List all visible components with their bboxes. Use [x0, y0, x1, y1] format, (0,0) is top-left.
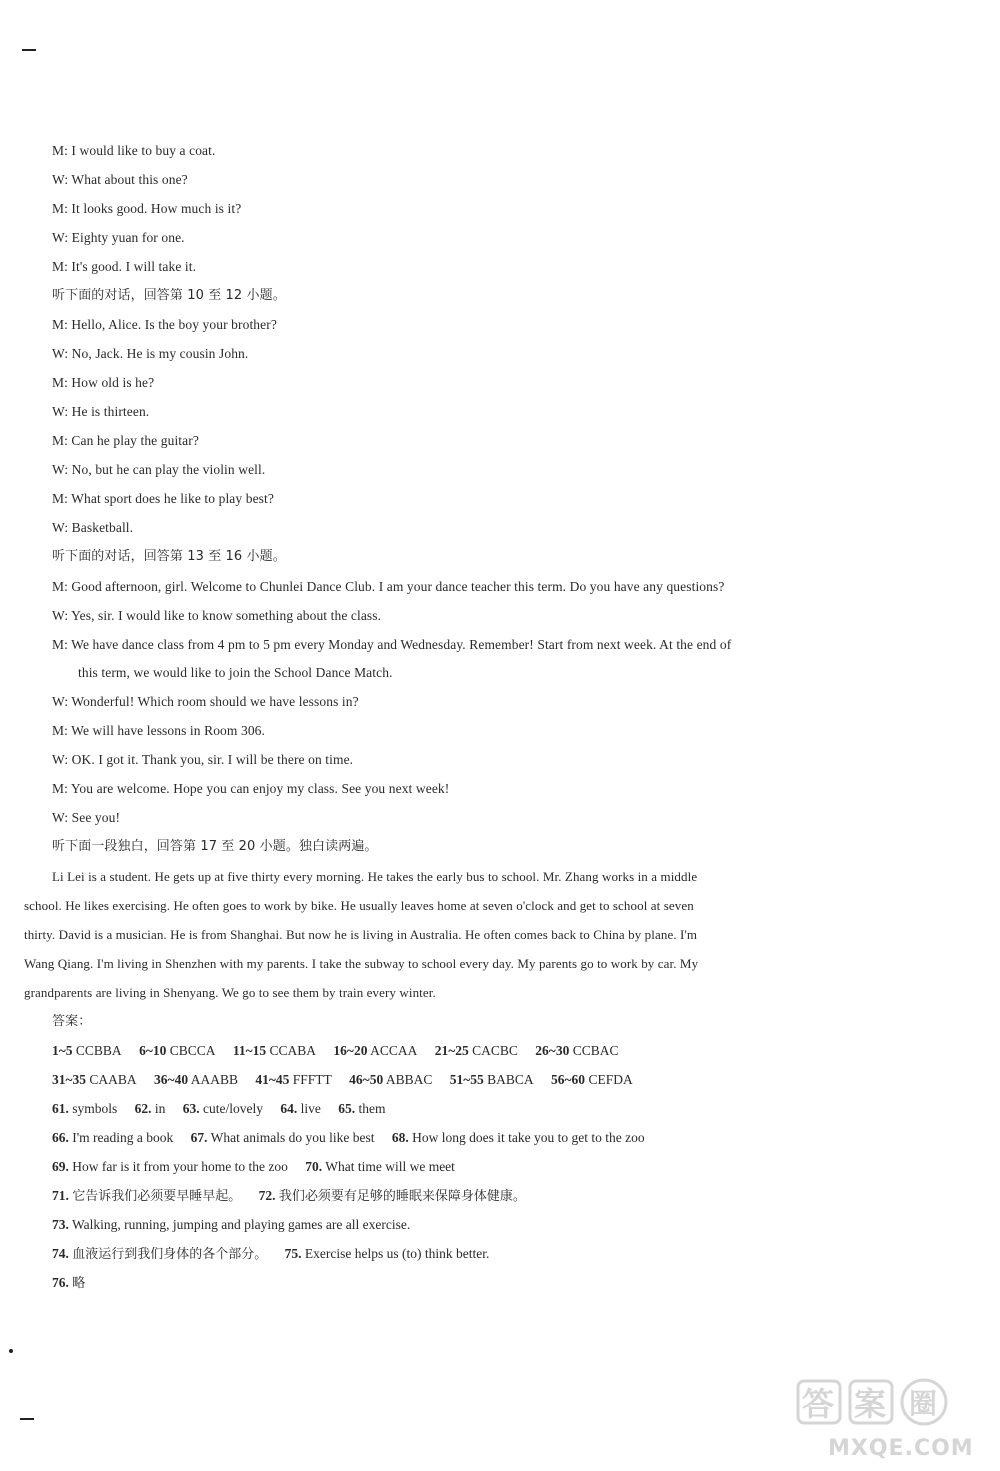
answer-value: ABBAC — [385, 1072, 433, 1087]
bottom-margin-mark — [20, 1418, 34, 1420]
answer-number: 6~10 — [139, 1043, 167, 1058]
answer-value: How far is it from your home to the zoo — [72, 1159, 288, 1174]
answers-row — [52, 1100, 386, 1118]
dialogue-line: M: We have dance class from 4 pm to 5 pm every Monday and Wednesday. Remember! Start from next week. At the end of — [52, 637, 732, 652]
monologue-line: Wang Qiang. I'm living in Shenzhen with my parents. I take the subway to school every day. My parents go to work by car. My — [24, 956, 699, 971]
answer-value: CCBBA — [75, 1043, 122, 1058]
answers-row — [52, 1187, 526, 1206]
answer-value: 我们必须要有足够的睡眠来保障身体健康。 — [278, 1189, 526, 1204]
answer-value: CACBC — [472, 1043, 518, 1058]
dialogue-line: W: OK. I got it. Thank you, sir. I will be there on time. — [52, 752, 354, 767]
dialogue-line: W: Eighty yuan for one. — [52, 230, 185, 245]
answer-value: What animals do you like best — [210, 1130, 375, 1145]
section-heading: 听下面的对话，回答第 10 至 12 小题。 — [52, 288, 286, 303]
answer-value: ACCAA — [370, 1043, 418, 1058]
svg-text:案: 案 — [854, 1385, 887, 1423]
answers-row — [52, 1216, 410, 1234]
answer-number: 72. — [258, 1188, 276, 1203]
answer-number: 51~55 — [449, 1072, 484, 1087]
monologue-line: school. He likes exercising. He often goes to work by bike. He usually leaves home at seven o'clock and get to school at seven — [24, 898, 694, 913]
answer-number: 66. — [52, 1130, 69, 1145]
dialogue-line: W: He is thirteen. — [52, 404, 150, 419]
answer-value: live — [300, 1101, 321, 1116]
answer-value: CCABA — [269, 1043, 317, 1058]
answer-value: How long does it take you to get to the zoo — [412, 1130, 645, 1145]
answer-value: cute/lovely — [203, 1101, 264, 1116]
dialogue-line: W: No, Jack. He is my cousin John. — [52, 346, 249, 361]
answers-row — [52, 1245, 489, 1264]
monologue-line: thirty. David is a musician. He is from Shanghai. But now he is living in Australia. He often comes back to China by plane. I'm — [24, 927, 698, 942]
answer-number: 69. — [52, 1159, 69, 1174]
answer-number: 46~50 — [349, 1072, 384, 1087]
dialogue-line: M: Can he play the guitar? — [52, 433, 199, 448]
answer-number: 75. — [284, 1246, 302, 1261]
answers-heading: 答案： — [52, 1014, 92, 1029]
answer-number: 76. — [52, 1275, 69, 1290]
svg-text:答: 答 — [802, 1385, 835, 1423]
answer-number: 16~20 — [333, 1043, 368, 1058]
answer-number: 71. — [52, 1188, 69, 1203]
dialogue-line: M: How old is he? — [52, 375, 155, 390]
monologue-line: Li Lei is a student. He gets up at five thirty every morning. He takes the early bus to school. Mr. Zhang works in a middle — [52, 869, 698, 884]
answer-number: 70. — [305, 1159, 323, 1174]
answer-number: 11~15 — [232, 1043, 267, 1058]
answer-value: What time will we meet — [325, 1159, 455, 1174]
answer-value: CCBAC — [572, 1043, 619, 1058]
answers-row — [52, 1129, 645, 1147]
dialogue-line: W: Yes, sir. I would like to know something about the class. — [52, 608, 382, 623]
dialogue-line: this term, we would like to join the School Dance Match. — [78, 665, 393, 680]
dialogue-line: M: It's good. I will take it. — [52, 259, 197, 274]
answer-value: 它告诉我们必须要早睡早起。 — [72, 1189, 242, 1204]
answer-number: 62. — [134, 1101, 152, 1116]
answer-number: 64. — [280, 1101, 298, 1116]
dialogue-line: M: You are welcome. Hope you can enjoy my class. See you next week! — [52, 781, 450, 796]
dialogue-line: W: Wonderful! Which room should we have lessons in? — [52, 694, 359, 709]
answer-number: 68. — [391, 1130, 409, 1145]
answers-row — [52, 1042, 618, 1060]
answer-number: 74. — [52, 1246, 69, 1261]
dialogue-line: M: I would like to buy a coat. — [52, 143, 216, 158]
svg-text:MXQE.COM: MXQE.COM — [828, 1436, 974, 1461]
dialogue-line: M: We will have lessons in Room 306. — [52, 723, 266, 738]
answer-value: 血液运行到我们身体的各个部分。 — [72, 1247, 268, 1262]
answer-value: 略 — [72, 1276, 86, 1291]
dialogue-line: W: What about this one? — [52, 172, 188, 187]
answer-value: FFFTT — [292, 1072, 332, 1087]
dialogue-line: M: Good afternoon, girl. Welcome to Chunlei Dance Club. I am your dance teacher this term. Do you have any questions? — [52, 579, 725, 594]
answers-row — [52, 1158, 455, 1176]
dialogue-line: M: It looks good. How much is it? — [52, 201, 242, 216]
answer-number: 67. — [190, 1130, 208, 1145]
answer-value: Walking, running, jumping and playing games are all exercise. — [72, 1217, 411, 1232]
answer-value: symbols — [72, 1101, 118, 1116]
answer-number: 41~45 — [255, 1072, 290, 1087]
dot-mark — [9, 1349, 13, 1353]
section-heading: 听下面一段独白，回答第 17 至 20 小题。独白读两遍。 — [52, 839, 378, 854]
monologue-line: grandparents are living in Shenyang. We go to see them by train every winter. — [24, 985, 436, 1000]
answer-number: 63. — [182, 1101, 200, 1116]
answer-number: 65. — [338, 1101, 356, 1116]
section-heading: 听下面的对话，回答第 13 至 16 小题。 — [52, 549, 286, 564]
answer-value: CBCCA — [169, 1043, 216, 1058]
answers-row — [52, 1071, 633, 1089]
dialogue-line: W: Basketball. — [52, 520, 134, 535]
dialogue-line: M: Hello, Alice. Is the boy your brother? — [52, 317, 277, 332]
answer-number: 1~5 — [52, 1043, 73, 1058]
answer-number: 56~60 — [551, 1072, 586, 1087]
answer-number: 61. — [52, 1101, 69, 1116]
dialogue-line: W: No, but he can play the violin well. — [52, 462, 266, 477]
answer-value: Exercise helps us (to) think better. — [304, 1246, 490, 1261]
dialogue-line: W: See you! — [52, 810, 121, 825]
answers-row — [52, 1274, 85, 1293]
answer-number: 31~35 — [52, 1072, 87, 1087]
answer-value: CAABA — [89, 1072, 137, 1087]
answer-number: 73. — [52, 1217, 69, 1232]
answer-number: 21~25 — [434, 1043, 469, 1058]
answer-value: in — [154, 1101, 166, 1116]
watermark-logo — [788, 1375, 988, 1465]
answer-value: I'm reading a book — [72, 1130, 174, 1145]
svg-text:圈: 圈 — [909, 1387, 938, 1420]
top-margin-mark — [22, 49, 36, 51]
answer-number: 26~30 — [535, 1043, 570, 1058]
answer-value: AAABB — [190, 1072, 238, 1087]
answer-value: BABCA — [487, 1072, 534, 1087]
dialogue-line: M: What sport does he like to play best? — [52, 491, 274, 506]
answer-value: CEFDA — [588, 1072, 633, 1087]
answer-value: them — [358, 1101, 386, 1116]
answer-number: 36~40 — [154, 1072, 189, 1087]
